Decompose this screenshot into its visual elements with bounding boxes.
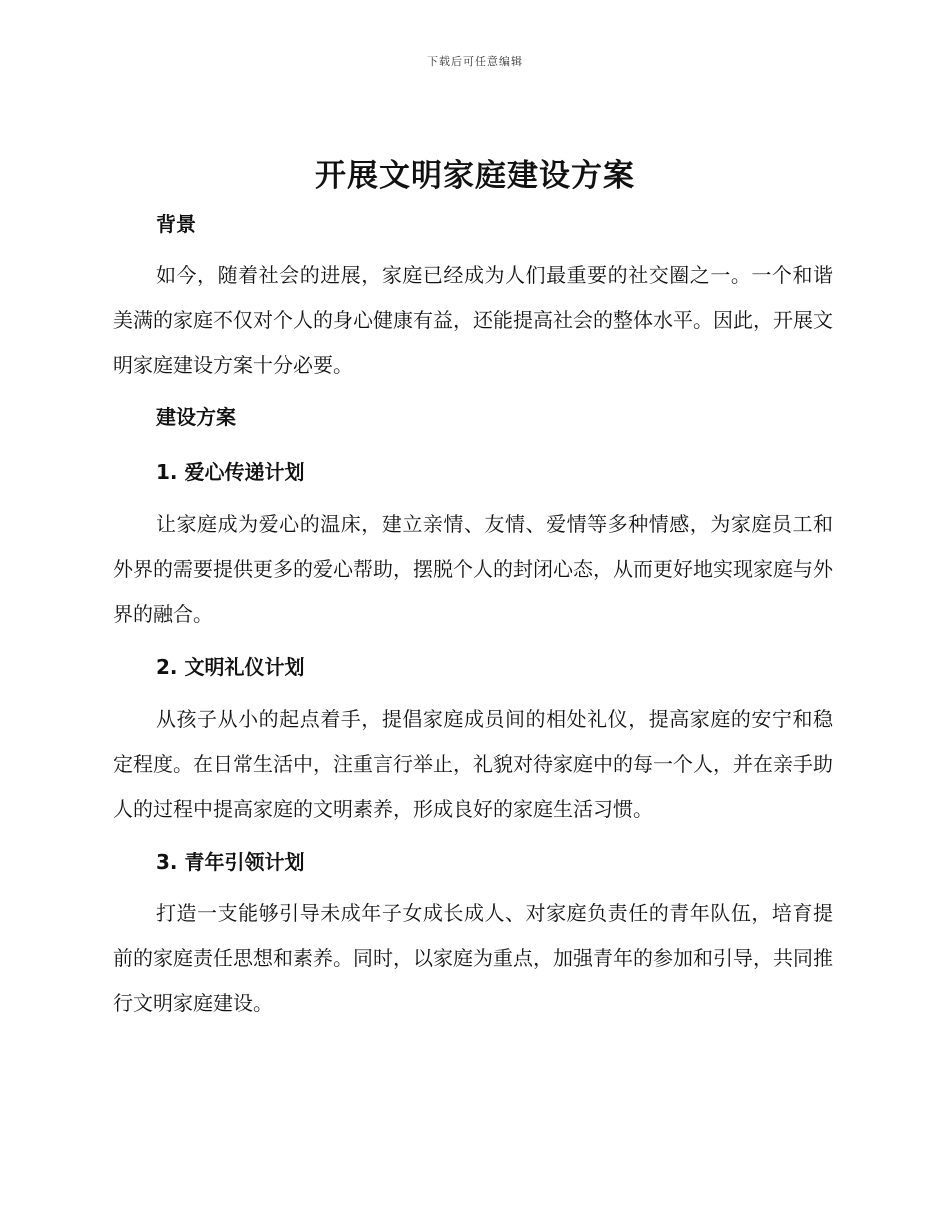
header-note: 下载后可任意编辑 [427, 55, 523, 68]
plan1-paragraph: 让家庭成为爱心的温床，建立亲情、友情、爱情等多种情感，为家庭员工和外界的需要提供更多的爱心帮助，摆脱个人的封闭心态，从而更好地实现家庭与外界的融合。 [113, 512, 833, 626]
plan-heading: 建设方案 [156, 405, 236, 429]
document-title: 开展文明家庭建设方案 [315, 158, 635, 194]
plan2-heading: 2. 文明礼仪计划 [156, 655, 305, 679]
plan1-heading: 1. 爱心传递计划 [156, 460, 305, 484]
background-heading: 背景 [156, 212, 196, 236]
background-paragraph: 如今，随着社会的进展，家庭已经成为人们最重要的社交圈之一。一个和谐美满的家庭不仅对个人的身心健康有益，还能提高社会的整体水平。因此，开展文明家庭建设方案十分必要。 [113, 263, 833, 377]
plan2-paragraph: 从孩子从小的起点着手，提倡家庭成员间的相处礼仪，提高家庭的安宁和稳定程度。在日常生活中，注重言行举止，礼貌对待家庭中的每一个人，并在亲手助人的过程中提高家庭的文明素养，形成良好的家庭生活习惯。 [113, 707, 833, 821]
plan3-paragraph: 打造一支能够引导未成年子女成长成人、对家庭负责任的青年队伍，培育提前的家庭责任思想和素养。同时，以家庭为重点，加强青年的参加和引导，共同推行文明家庭建设。 [113, 901, 833, 1015]
plan3-heading: 3. 青年引领计划 [156, 850, 305, 874]
